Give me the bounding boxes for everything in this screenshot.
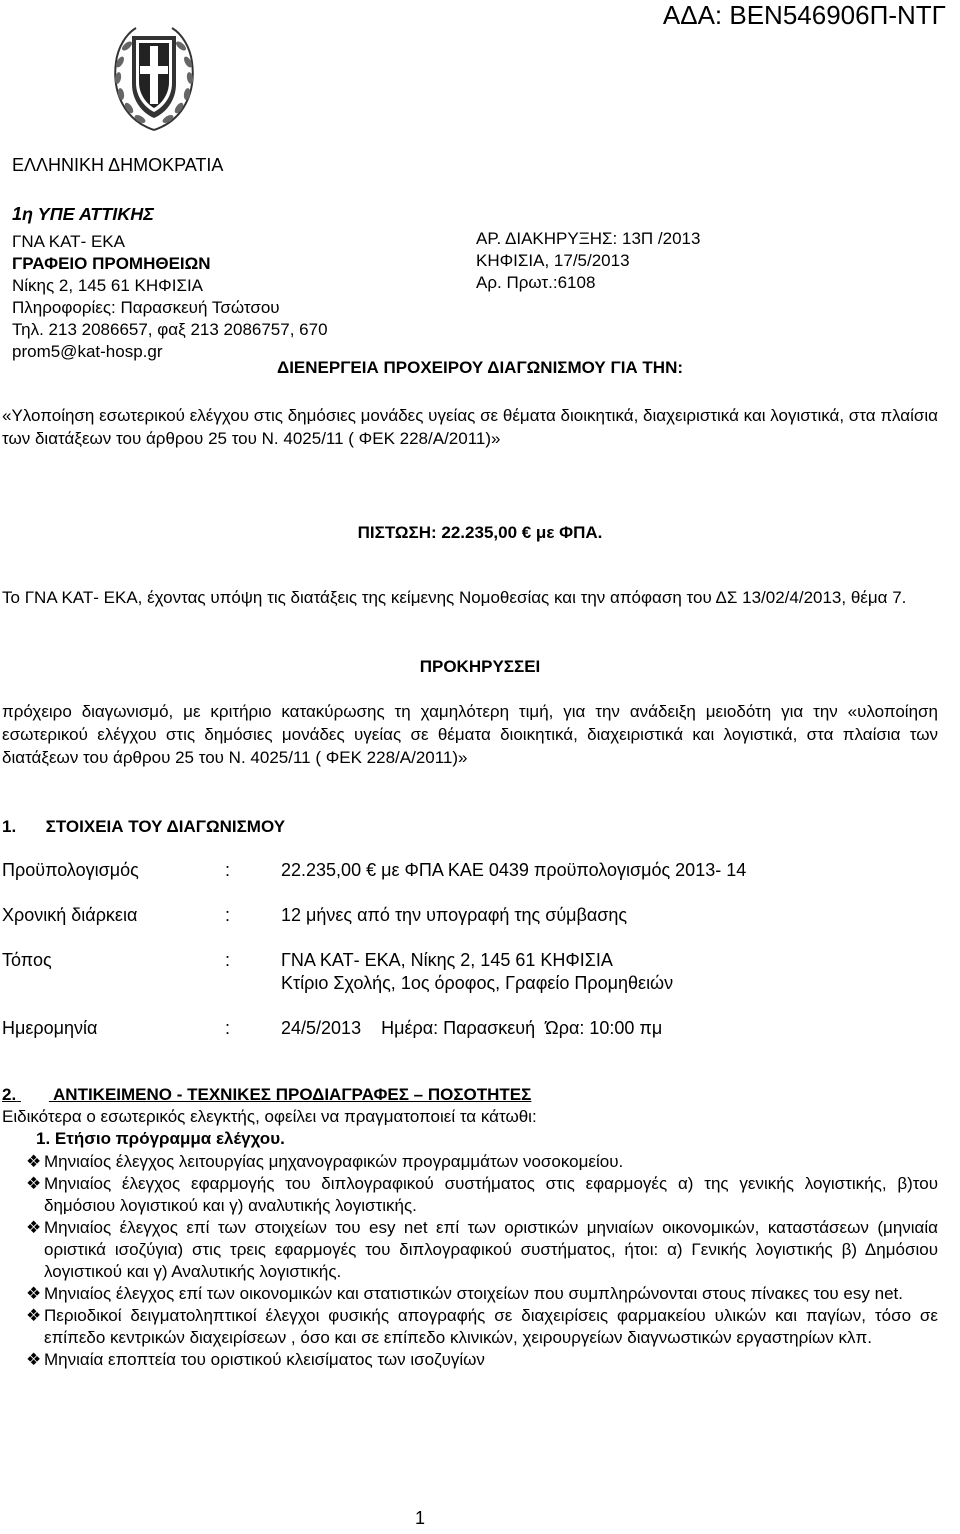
diamond-bullet-icon: ❖ <box>26 1350 42 1369</box>
list-item: ❖ Μηνιαία εποπτεία του οριστικού κλεισίματος των ισοζυγίων <box>26 1350 485 1369</box>
contact-person: Πληροφορίες: Παρασκευή Τσώτσου <box>12 298 280 317</box>
detail-value: 12 μήνες από την υπογραφή της σύμβασης <box>281 905 628 925</box>
section1-title: ΣΤΟΙΧΕΙΑ ΤΟΥ ΔΙΑΓΩΝΙΣΜΟΥ <box>45 817 286 836</box>
list-item: ❖ Μηνιαίος έλεγχος λειτουργίας μηχανογραφικών προγραμμάτων νοσοκομείου. <box>26 1152 624 1171</box>
tender-text: πρόχειρο διαγωνισμό, με κριτήριο κατακύρωσης τη χαμηλότερη τιμή, για την ανάδειξη μειοδότη για την «υλοποίηση εσωτερικού ελέγχου στις δημόσιες μονάδες υγείας σε θέματα διοικητικά, διαχειριστικά και λογιστικά, στα πλαίσια των διατάξεων του άρθρου 25 του Ν. 4025/11 ( ΦΕΚ 228/Α/2011)» <box>2 702 938 767</box>
detail-value-line2: Κτίριο Σχολής, 1ος όροφος, Γραφείο Προμηθειών <box>281 973 674 993</box>
detail-label: Τόπος <box>2 950 52 970</box>
list-item: ❖ Μηνιαίος έλεγχος εφαρμογής του διπλογραφικού συστήματος στις εφαρμογές α) της γενικής λογιστικής, β)του δημόσιου λογιστικού και γ) αναλυτικής λογιστικής. <box>26 1174 938 1215</box>
sender-address: Νίκης 2, 145 61 ΚΗΦΙΣΙΑ <box>12 276 204 295</box>
hospital-unit: ΓΝΑ ΚΑΤ- ΕΚΑ <box>12 232 125 251</box>
section2-heading <box>2 1084 938 1106</box>
ada-code: ΑΔΑ: ΒΕΝ546906Π-ΝΤΓ <box>662 0 946 30</box>
section2-number: 2. <box>2 1085 17 1104</box>
procurement-office: ΓΡΑΦΕΙΟ ΠΡΟΜΗΘΕΙΩΝ <box>12 254 211 273</box>
proclaims-heading: ΠΡΟΚΗΡΥΣΣΕΙ <box>419 657 541 676</box>
reference-block <box>476 228 700 294</box>
republic-header: ΕΛΛΗΝΙΚΗ ΔΗΜΟΚΡΑΤΙΑ <box>12 155 224 175</box>
list-item: ❖ Μηνιαίος έλεγχος επί των οικονομικών και στατιστικών στοιχείων που συμπληρώνονται στους πίνακες του esy net. <box>26 1284 903 1303</box>
declaration-number: ΑΡ. ΔΙΑΚΗΡΥΞΗΣ: 13Π /2013 <box>476 229 701 248</box>
diamond-bullet-icon: ❖ <box>26 1306 42 1325</box>
annual-program-title: 1. Ετήσιο πρόγραμμα ελέγχου. <box>36 1129 285 1148</box>
protocol-number: Αρ. Πρωτ.:6108 <box>476 273 596 292</box>
greek-coat-of-arms-icon <box>108 22 200 134</box>
section2 <box>2 1084 938 1371</box>
diamond-bullet-icon: ❖ <box>26 1174 42 1193</box>
list-item: ❖ Μηνιαίος έλεγχος επί των στοιχείων του esy net επί των οριστικών μηνιαίων οικονομικών, καταστάσεων (μηνιαία οριστικά ισοζύγια) στις τρεις εφαρμογές του διπλογραφικού συστήματος, ήτοι: α) Γενικής λογιστικής β) Δημόσιου λογιστικού και γ) Αναλυτικής λογιστικής. <box>26 1218 938 1281</box>
diamond-bullet-icon: ❖ <box>26 1284 42 1303</box>
diamond-bullet-icon: ❖ <box>26 1152 42 1171</box>
place-date: ΚΗΦΙΣΙΑ, 17/5/2013 <box>476 251 630 270</box>
list-item: ❖ Περιοδικοί δειγματοληπτικοί έλεγχοι φυσικής απογραφής σε διαχειρίσεις φαρμακείου υλικών και παγίων, τόσο σε επίπεδο κεντρικών διαχειρίσεων , όσο και σε επίπεδο κλινικών, χειρουργείων διαγνωστικών εργαστηρίων κλπ. <box>26 1306 938 1347</box>
subject-text: «Υλοποίηση εσωτερικού ελέγχου στις δημόσιες μονάδες υγείας σε θέματα διοικητικά, διαχειριστικά και λογιστικά, στα πλαίσια των διατάξεων του άρθρου 25 του Ν. 4025/11 ( ΦΕΚ 228/Α/2011)» <box>2 406 938 448</box>
diamond-bullet-icon: ❖ <box>26 1218 42 1237</box>
document-title: ΔΙΕΝΕΡΓΕΙΑ ΠΡΟΧΕΙΡΟΥ ΔΙΑΓΩΝΙΣΜΟΥ ΓΙΑ ΤΗΝ: <box>276 358 684 377</box>
section1-heading <box>2 817 285 837</box>
detail-label: Προϋπολογισμός <box>2 860 139 880</box>
section2-title: ΑΝΤΙΚΕΙΜΕΝΟ - ΤΕΧΝΙΚΕΣ ΠΡΟΔΙΑΓΡΑΦΕΣ – ΠΟΣΟΤΗΤΕΣ <box>53 1085 532 1104</box>
detail-value: ΓΝΑ ΚΑΤ- ΕΚΑ, Νίκης 2, 145 61 ΚΗΦΙΣΙΑ <box>281 950 613 970</box>
intro-text: Το ΓΝΑ ΚΑΤ- ΕΚΑ, έχοντας υπόψη τις διατάξεις της κείμενης Νομοθεσίας και την απόφαση του ΔΣ 13/02/4/2013, θέμα 7. <box>2 588 907 607</box>
detail-value: 22.235,00 € με ΦΠΑ ΚΑΕ 0439 προϋπολογισμός 2013- 14 <box>281 860 747 880</box>
detail-value: 24/5/2013 Ημέρα: Παρασκευή Ώρα: 10:00 πμ <box>281 1018 663 1038</box>
section1-number: 1. <box>2 817 17 836</box>
contact-email: prom5@kat-hosp.gr <box>12 342 163 361</box>
detail-label: Χρονική διάρκεια <box>2 905 138 925</box>
page-number: 1 <box>414 1508 425 1528</box>
credit-amount: ΠΙΣΤΩΣΗ: 22.235,00 € με ΦΠΑ. <box>357 523 603 542</box>
detail-label: Ημερομηνία <box>2 1018 98 1038</box>
section2-intro: Ειδικότερα ο εσωτερικός ελεγκτής, οφείλει να πραγματοποιεί τα κάτωθι: <box>2 1107 537 1126</box>
contact-phone: Τηλ. 213 2086657, φαξ 213 2086757, 670 <box>12 320 328 339</box>
sender-block <box>12 203 328 363</box>
health-region: 1η ΥΠΕ ΑΤΤΙΚΗΣ <box>12 204 154 224</box>
